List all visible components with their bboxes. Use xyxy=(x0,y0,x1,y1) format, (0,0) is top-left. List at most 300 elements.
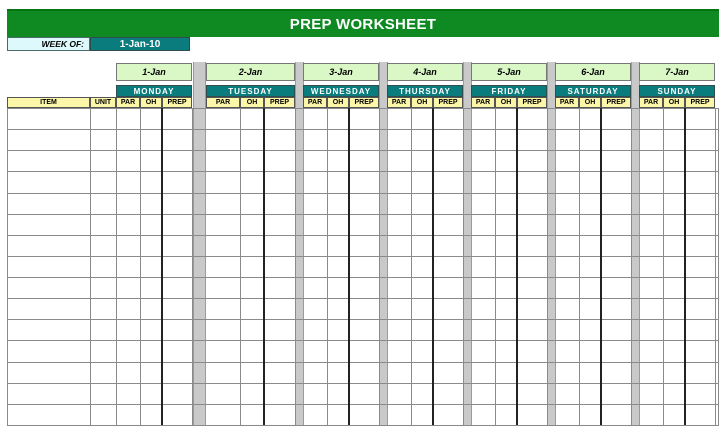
par-cell[interactable] xyxy=(387,404,411,425)
par-cell[interactable] xyxy=(206,150,240,171)
item-cell[interactable] xyxy=(7,404,90,425)
par-cell[interactable] xyxy=(555,235,579,256)
prep-cell[interactable] xyxy=(601,319,631,340)
prep-cell[interactable] xyxy=(685,214,715,235)
prep-cell[interactable] xyxy=(685,150,715,171)
oh-cell[interactable] xyxy=(495,319,517,340)
par-cell[interactable] xyxy=(387,277,411,298)
par-cell[interactable] xyxy=(387,214,411,235)
prep-cell[interactable] xyxy=(685,404,715,425)
prep-cell[interactable] xyxy=(349,108,379,129)
par-cell[interactable] xyxy=(387,319,411,340)
par-cell[interactable] xyxy=(116,362,140,383)
oh-cell[interactable] xyxy=(579,362,601,383)
par-cell[interactable] xyxy=(387,383,411,404)
par-cell[interactable] xyxy=(471,319,495,340)
oh-cell[interactable] xyxy=(327,150,349,171)
item-cell[interactable] xyxy=(7,362,90,383)
par-cell[interactable] xyxy=(206,404,240,425)
oh-cell[interactable] xyxy=(579,108,601,129)
par-cell[interactable] xyxy=(206,171,240,192)
oh-cell[interactable] xyxy=(495,193,517,214)
oh-cell[interactable] xyxy=(327,108,349,129)
oh-cell[interactable] xyxy=(579,298,601,319)
unit-cell[interactable] xyxy=(90,256,116,277)
oh-cell[interactable] xyxy=(579,171,601,192)
prep-cell[interactable] xyxy=(264,150,295,171)
oh-cell[interactable] xyxy=(240,277,264,298)
oh-cell[interactable] xyxy=(140,319,162,340)
par-cell[interactable] xyxy=(116,277,140,298)
oh-cell[interactable] xyxy=(140,171,162,192)
par-cell[interactable] xyxy=(303,108,327,129)
week-of-value[interactable]: 1-Jan-10 xyxy=(90,37,190,51)
par-cell[interactable] xyxy=(206,340,240,361)
par-cell[interactable] xyxy=(639,235,663,256)
par-cell[interactable] xyxy=(555,214,579,235)
prep-cell[interactable] xyxy=(601,404,631,425)
prep-cell[interactable] xyxy=(433,340,463,361)
prep-cell[interactable] xyxy=(349,193,379,214)
oh-cell[interactable] xyxy=(663,129,685,150)
par-cell[interactable] xyxy=(555,383,579,404)
par-cell[interactable] xyxy=(471,340,495,361)
par-cell[interactable] xyxy=(303,214,327,235)
par-cell[interactable] xyxy=(555,150,579,171)
prep-cell[interactable] xyxy=(433,235,463,256)
par-cell[interactable] xyxy=(116,235,140,256)
prep-cell[interactable] xyxy=(433,108,463,129)
prep-cell[interactable] xyxy=(264,277,295,298)
prep-cell[interactable] xyxy=(264,256,295,277)
par-cell[interactable] xyxy=(116,171,140,192)
oh-cell[interactable] xyxy=(327,277,349,298)
oh-cell[interactable] xyxy=(411,256,433,277)
oh-cell[interactable] xyxy=(327,235,349,256)
oh-cell[interactable] xyxy=(495,108,517,129)
prep-cell[interactable] xyxy=(349,340,379,361)
prep-cell[interactable] xyxy=(264,362,295,383)
prep-cell[interactable] xyxy=(349,129,379,150)
par-cell[interactable] xyxy=(555,319,579,340)
oh-cell[interactable] xyxy=(240,214,264,235)
prep-cell[interactable] xyxy=(601,235,631,256)
item-cell[interactable] xyxy=(7,150,90,171)
oh-cell[interactable] xyxy=(240,256,264,277)
oh-cell[interactable] xyxy=(579,319,601,340)
prep-cell[interactable] xyxy=(264,340,295,361)
prep-cell[interactable] xyxy=(601,171,631,192)
prep-cell[interactable] xyxy=(349,298,379,319)
unit-cell[interactable] xyxy=(90,277,116,298)
prep-cell[interactable] xyxy=(162,256,192,277)
oh-cell[interactable] xyxy=(663,362,685,383)
par-cell[interactable] xyxy=(555,129,579,150)
prep-cell[interactable] xyxy=(517,235,547,256)
oh-cell[interactable] xyxy=(411,277,433,298)
oh-cell[interactable] xyxy=(240,171,264,192)
prep-cell[interactable] xyxy=(433,150,463,171)
oh-cell[interactable] xyxy=(411,362,433,383)
oh-cell[interactable] xyxy=(411,150,433,171)
par-cell[interactable] xyxy=(471,383,495,404)
par-cell[interactable] xyxy=(639,150,663,171)
prep-cell[interactable] xyxy=(349,214,379,235)
oh-cell[interactable] xyxy=(663,150,685,171)
par-cell[interactable] xyxy=(387,298,411,319)
item-cell[interactable] xyxy=(7,235,90,256)
oh-cell[interactable] xyxy=(140,362,162,383)
oh-cell[interactable] xyxy=(495,340,517,361)
prep-cell[interactable] xyxy=(517,171,547,192)
prep-cell[interactable] xyxy=(162,340,192,361)
par-cell[interactable] xyxy=(206,193,240,214)
oh-cell[interactable] xyxy=(663,171,685,192)
oh-cell[interactable] xyxy=(663,404,685,425)
prep-cell[interactable] xyxy=(162,108,192,129)
item-cell[interactable] xyxy=(7,340,90,361)
prep-cell[interactable] xyxy=(162,319,192,340)
oh-cell[interactable] xyxy=(411,193,433,214)
oh-cell[interactable] xyxy=(140,404,162,425)
oh-cell[interactable] xyxy=(495,277,517,298)
oh-cell[interactable] xyxy=(495,404,517,425)
par-cell[interactable] xyxy=(471,214,495,235)
item-cell[interactable] xyxy=(7,214,90,235)
par-cell[interactable] xyxy=(303,362,327,383)
par-cell[interactable] xyxy=(555,404,579,425)
prep-cell[interactable] xyxy=(685,362,715,383)
prep-cell[interactable] xyxy=(517,319,547,340)
prep-cell[interactable] xyxy=(162,214,192,235)
par-cell[interactable] xyxy=(639,383,663,404)
par-cell[interactable] xyxy=(116,383,140,404)
unit-cell[interactable] xyxy=(90,214,116,235)
prep-cell[interactable] xyxy=(349,235,379,256)
prep-cell[interactable] xyxy=(433,171,463,192)
unit-cell[interactable] xyxy=(90,235,116,256)
item-cell[interactable] xyxy=(7,108,90,129)
par-cell[interactable] xyxy=(555,340,579,361)
prep-cell[interactable] xyxy=(162,298,192,319)
prep-cell[interactable] xyxy=(349,256,379,277)
prep-cell[interactable] xyxy=(433,298,463,319)
prep-cell[interactable] xyxy=(162,171,192,192)
prep-cell[interactable] xyxy=(517,340,547,361)
prep-cell[interactable] xyxy=(162,404,192,425)
oh-cell[interactable] xyxy=(240,340,264,361)
prep-cell[interactable] xyxy=(433,362,463,383)
par-cell[interactable] xyxy=(639,171,663,192)
prep-cell[interactable] xyxy=(517,277,547,298)
prep-cell[interactable] xyxy=(601,383,631,404)
prep-cell[interactable] xyxy=(601,150,631,171)
oh-cell[interactable] xyxy=(140,129,162,150)
oh-cell[interactable] xyxy=(240,129,264,150)
oh-cell[interactable] xyxy=(495,256,517,277)
par-cell[interactable] xyxy=(206,129,240,150)
oh-cell[interactable] xyxy=(411,298,433,319)
oh-cell[interactable] xyxy=(579,129,601,150)
prep-cell[interactable] xyxy=(264,383,295,404)
prep-cell[interactable] xyxy=(162,150,192,171)
prep-cell[interactable] xyxy=(685,277,715,298)
oh-cell[interactable] xyxy=(327,171,349,192)
prep-cell[interactable] xyxy=(433,129,463,150)
prep-cell[interactable] xyxy=(517,193,547,214)
prep-cell[interactable] xyxy=(349,319,379,340)
par-cell[interactable] xyxy=(387,129,411,150)
par-cell[interactable] xyxy=(471,193,495,214)
unit-cell[interactable] xyxy=(90,193,116,214)
par-cell[interactable] xyxy=(116,193,140,214)
oh-cell[interactable] xyxy=(140,383,162,404)
prep-cell[interactable] xyxy=(601,277,631,298)
prep-cell[interactable] xyxy=(517,129,547,150)
par-cell[interactable] xyxy=(471,256,495,277)
prep-cell[interactable] xyxy=(601,214,631,235)
oh-cell[interactable] xyxy=(140,298,162,319)
prep-cell[interactable] xyxy=(685,319,715,340)
par-cell[interactable] xyxy=(639,277,663,298)
oh-cell[interactable] xyxy=(663,383,685,404)
prep-cell[interactable] xyxy=(685,108,715,129)
par-cell[interactable] xyxy=(471,108,495,129)
par-cell[interactable] xyxy=(116,150,140,171)
prep-cell[interactable] xyxy=(433,214,463,235)
unit-cell[interactable] xyxy=(90,340,116,361)
par-cell[interactable] xyxy=(555,298,579,319)
par-cell[interactable] xyxy=(206,214,240,235)
oh-cell[interactable] xyxy=(411,383,433,404)
prep-cell[interactable] xyxy=(685,383,715,404)
prep-cell[interactable] xyxy=(264,193,295,214)
oh-cell[interactable] xyxy=(327,129,349,150)
prep-cell[interactable] xyxy=(601,256,631,277)
par-cell[interactable] xyxy=(206,319,240,340)
oh-cell[interactable] xyxy=(240,404,264,425)
unit-cell[interactable] xyxy=(90,383,116,404)
oh-cell[interactable] xyxy=(411,340,433,361)
unit-cell[interactable] xyxy=(90,298,116,319)
oh-cell[interactable] xyxy=(240,362,264,383)
oh-cell[interactable] xyxy=(411,404,433,425)
par-cell[interactable] xyxy=(555,171,579,192)
oh-cell[interactable] xyxy=(495,150,517,171)
prep-cell[interactable] xyxy=(349,383,379,404)
par-cell[interactable] xyxy=(639,404,663,425)
prep-cell[interactable] xyxy=(433,404,463,425)
par-cell[interactable] xyxy=(387,256,411,277)
par-cell[interactable] xyxy=(387,150,411,171)
par-cell[interactable] xyxy=(206,108,240,129)
par-cell[interactable] xyxy=(639,256,663,277)
oh-cell[interactable] xyxy=(579,340,601,361)
oh-cell[interactable] xyxy=(240,108,264,129)
oh-cell[interactable] xyxy=(240,193,264,214)
oh-cell[interactable] xyxy=(495,298,517,319)
par-cell[interactable] xyxy=(639,319,663,340)
par-cell[interactable] xyxy=(387,193,411,214)
oh-cell[interactable] xyxy=(240,298,264,319)
par-cell[interactable] xyxy=(387,340,411,361)
par-cell[interactable] xyxy=(471,277,495,298)
oh-cell[interactable] xyxy=(663,298,685,319)
oh-cell[interactable] xyxy=(411,214,433,235)
par-cell[interactable] xyxy=(555,256,579,277)
par-cell[interactable] xyxy=(639,298,663,319)
par-cell[interactable] xyxy=(471,404,495,425)
prep-cell[interactable] xyxy=(349,277,379,298)
prep-cell[interactable] xyxy=(162,193,192,214)
oh-cell[interactable] xyxy=(579,383,601,404)
prep-cell[interactable] xyxy=(433,319,463,340)
par-cell[interactable] xyxy=(639,108,663,129)
prep-cell[interactable] xyxy=(433,193,463,214)
oh-cell[interactable] xyxy=(663,256,685,277)
oh-cell[interactable] xyxy=(579,150,601,171)
par-cell[interactable] xyxy=(303,340,327,361)
item-cell[interactable] xyxy=(7,193,90,214)
par-cell[interactable] xyxy=(206,256,240,277)
oh-cell[interactable] xyxy=(327,256,349,277)
par-cell[interactable] xyxy=(471,298,495,319)
prep-cell[interactable] xyxy=(264,214,295,235)
prep-cell[interactable] xyxy=(162,383,192,404)
prep-cell[interactable] xyxy=(264,129,295,150)
prep-cell[interactable] xyxy=(162,362,192,383)
unit-cell[interactable] xyxy=(90,150,116,171)
unit-cell[interactable] xyxy=(90,171,116,192)
unit-cell[interactable] xyxy=(90,129,116,150)
prep-cell[interactable] xyxy=(264,404,295,425)
prep-cell[interactable] xyxy=(517,108,547,129)
prep-cell[interactable] xyxy=(685,340,715,361)
item-cell[interactable] xyxy=(7,129,90,150)
par-cell[interactable] xyxy=(116,319,140,340)
par-cell[interactable] xyxy=(303,235,327,256)
prep-cell[interactable] xyxy=(517,298,547,319)
item-cell[interactable] xyxy=(7,256,90,277)
par-cell[interactable] xyxy=(206,362,240,383)
prep-cell[interactable] xyxy=(685,193,715,214)
par-cell[interactable] xyxy=(303,171,327,192)
par-cell[interactable] xyxy=(206,298,240,319)
prep-cell[interactable] xyxy=(517,214,547,235)
oh-cell[interactable] xyxy=(663,235,685,256)
par-cell[interactable] xyxy=(639,214,663,235)
par-cell[interactable] xyxy=(116,404,140,425)
oh-cell[interactable] xyxy=(240,319,264,340)
par-cell[interactable] xyxy=(116,340,140,361)
par-cell[interactable] xyxy=(116,129,140,150)
oh-cell[interactable] xyxy=(411,235,433,256)
prep-cell[interactable] xyxy=(433,383,463,404)
oh-cell[interactable] xyxy=(240,150,264,171)
par-cell[interactable] xyxy=(303,193,327,214)
oh-cell[interactable] xyxy=(411,129,433,150)
par-cell[interactable] xyxy=(639,340,663,361)
prep-cell[interactable] xyxy=(264,298,295,319)
oh-cell[interactable] xyxy=(411,171,433,192)
oh-cell[interactable] xyxy=(140,235,162,256)
prep-cell[interactable] xyxy=(517,404,547,425)
prep-cell[interactable] xyxy=(685,171,715,192)
prep-cell[interactable] xyxy=(601,362,631,383)
oh-cell[interactable] xyxy=(495,129,517,150)
prep-cell[interactable] xyxy=(349,150,379,171)
prep-cell[interactable] xyxy=(349,362,379,383)
par-cell[interactable] xyxy=(303,129,327,150)
par-cell[interactable] xyxy=(303,319,327,340)
oh-cell[interactable] xyxy=(140,340,162,361)
par-cell[interactable] xyxy=(555,362,579,383)
oh-cell[interactable] xyxy=(663,214,685,235)
prep-cell[interactable] xyxy=(517,362,547,383)
par-cell[interactable] xyxy=(303,277,327,298)
par-cell[interactable] xyxy=(555,193,579,214)
prep-cell[interactable] xyxy=(264,235,295,256)
par-cell[interactable] xyxy=(387,235,411,256)
par-cell[interactable] xyxy=(206,383,240,404)
par-cell[interactable] xyxy=(206,277,240,298)
oh-cell[interactable] xyxy=(579,277,601,298)
par-cell[interactable] xyxy=(303,383,327,404)
item-cell[interactable] xyxy=(7,277,90,298)
oh-cell[interactable] xyxy=(140,150,162,171)
prep-cell[interactable] xyxy=(517,256,547,277)
item-cell[interactable] xyxy=(7,171,90,192)
oh-cell[interactable] xyxy=(327,404,349,425)
prep-cell[interactable] xyxy=(517,383,547,404)
oh-cell[interactable] xyxy=(495,235,517,256)
oh-cell[interactable] xyxy=(579,193,601,214)
oh-cell[interactable] xyxy=(579,256,601,277)
oh-cell[interactable] xyxy=(327,298,349,319)
prep-cell[interactable] xyxy=(601,193,631,214)
oh-cell[interactable] xyxy=(140,256,162,277)
prep-cell[interactable] xyxy=(162,277,192,298)
par-cell[interactable] xyxy=(639,362,663,383)
unit-cell[interactable] xyxy=(90,404,116,425)
par-cell[interactable] xyxy=(303,404,327,425)
par-cell[interactable] xyxy=(387,362,411,383)
prep-cell[interactable] xyxy=(433,256,463,277)
par-cell[interactable] xyxy=(471,362,495,383)
par-cell[interactable] xyxy=(303,150,327,171)
par-cell[interactable] xyxy=(206,235,240,256)
oh-cell[interactable] xyxy=(579,404,601,425)
oh-cell[interactable] xyxy=(240,235,264,256)
par-cell[interactable] xyxy=(303,256,327,277)
oh-cell[interactable] xyxy=(411,319,433,340)
prep-cell[interactable] xyxy=(264,108,295,129)
par-cell[interactable] xyxy=(471,171,495,192)
par-cell[interactable] xyxy=(471,235,495,256)
oh-cell[interactable] xyxy=(411,108,433,129)
prep-cell[interactable] xyxy=(601,108,631,129)
par-cell[interactable] xyxy=(116,298,140,319)
par-cell[interactable] xyxy=(116,214,140,235)
unit-cell[interactable] xyxy=(90,108,116,129)
prep-cell[interactable] xyxy=(685,256,715,277)
unit-cell[interactable] xyxy=(90,319,116,340)
prep-cell[interactable] xyxy=(349,404,379,425)
prep-cell[interactable] xyxy=(162,129,192,150)
oh-cell[interactable] xyxy=(327,214,349,235)
item-cell[interactable] xyxy=(7,319,90,340)
oh-cell[interactable] xyxy=(663,108,685,129)
